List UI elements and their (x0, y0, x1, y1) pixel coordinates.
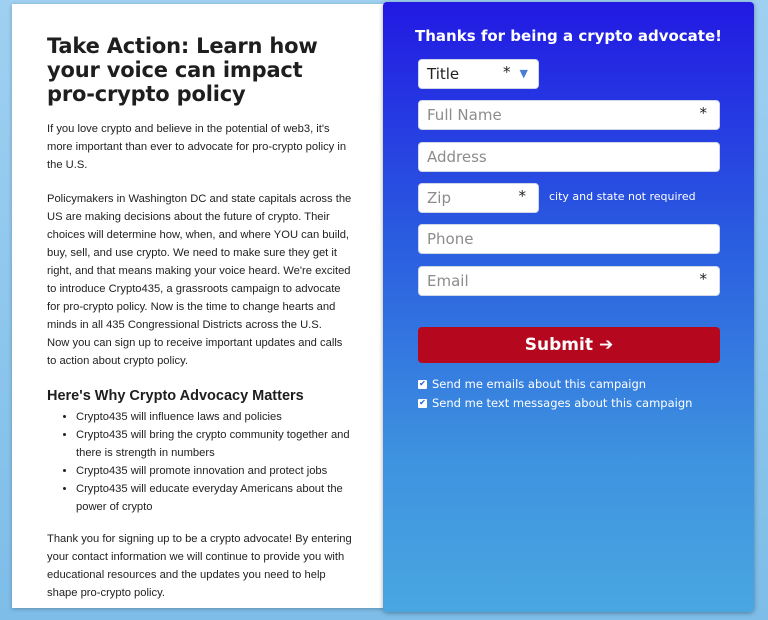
signup-form-panel (383, 2, 754, 612)
reasons-list (47, 408, 354, 516)
zip-note: city and state not required (549, 190, 696, 203)
email-opt-in[interactable] (418, 377, 646, 391)
list-item: • Crypto435 will educate everyday Americans about the power of crypto (76, 480, 354, 516)
triangle-down-icon: ▼ (519, 67, 528, 80)
closing-paragraph: Thank you for signing up to be a crypto advocate! By entering your contact information we will continue to provide you with educational resources and the updates you need to help shape pro-crypto policy. (47, 533, 352, 599)
required-marker: * (699, 270, 707, 288)
email-opt-in-label: Send me emails about this campaign (432, 377, 647, 391)
address-field[interactable] (418, 142, 720, 172)
sms-opt-in-label: Send me text messages about this campaign (432, 396, 693, 410)
form-title: Thanks for being a crypto advocate! (415, 27, 722, 45)
title-select[interactable] (418, 59, 539, 89)
full-name-input[interactable] (419, 101, 719, 129)
zip-field[interactable] (418, 183, 539, 213)
phone-input[interactable] (419, 225, 719, 253)
phone-field[interactable] (418, 224, 720, 254)
info-panel (12, 4, 384, 608)
list-item: • Crypto435 will bring the crypto community together and there is strength in numbers (76, 426, 354, 462)
intro-paragraph: If you love crypto and believe in the potential of web3, it's more important than ever to advocate for pro-crypto policy in the U.S. (47, 123, 347, 171)
body-paragraph-2: Now you can sign up to receive important updates and calls to action about crypto policy. (47, 337, 343, 367)
full-name-field[interactable] (418, 100, 720, 130)
sms-opt-in[interactable] (418, 396, 692, 410)
submit-button[interactable] (418, 327, 720, 363)
email-field[interactable] (418, 266, 720, 296)
title-select-value: Title (427, 65, 460, 83)
arrow-right-icon: ➔ (598, 335, 614, 355)
email-opt-in-checkbox[interactable]: ✔ (419, 379, 426, 388)
spacer (47, 174, 354, 190)
sms-opt-in-checkbox[interactable]: ✔ (419, 398, 426, 407)
required-marker: * (699, 104, 707, 122)
address-input[interactable] (419, 143, 719, 171)
section-heading: Here's Why Crypto Advocacy Matters (47, 388, 304, 404)
list-item: • Crypto435 will influence laws and policies (76, 408, 354, 426)
body-paragraph: Policymakers in Washington DC and state capitals across the US are making decisions about the future of crypto. Their choices will determine how, when, and where YOU can build, buy, sell, and use crypto. We need to make sure they get it right, and that means making your voice heard. We're excited to introduce Crypto435, a grassroots campaign to advocate for pro-crypto policy. Now is the time to change hearts and minds in all 435 Congressional Districts across the U.S. (47, 193, 352, 331)
list-item: • Crypto435 will promote innovation and protect jobs (76, 462, 354, 480)
page-headline: Take Action: Learn how your voice can impact pro-crypto policy (47, 34, 318, 106)
email-input[interactable] (419, 267, 719, 295)
required-marker: * (518, 187, 526, 205)
submit-label: Submit (524, 335, 593, 355)
required-marker: * (503, 63, 511, 81)
